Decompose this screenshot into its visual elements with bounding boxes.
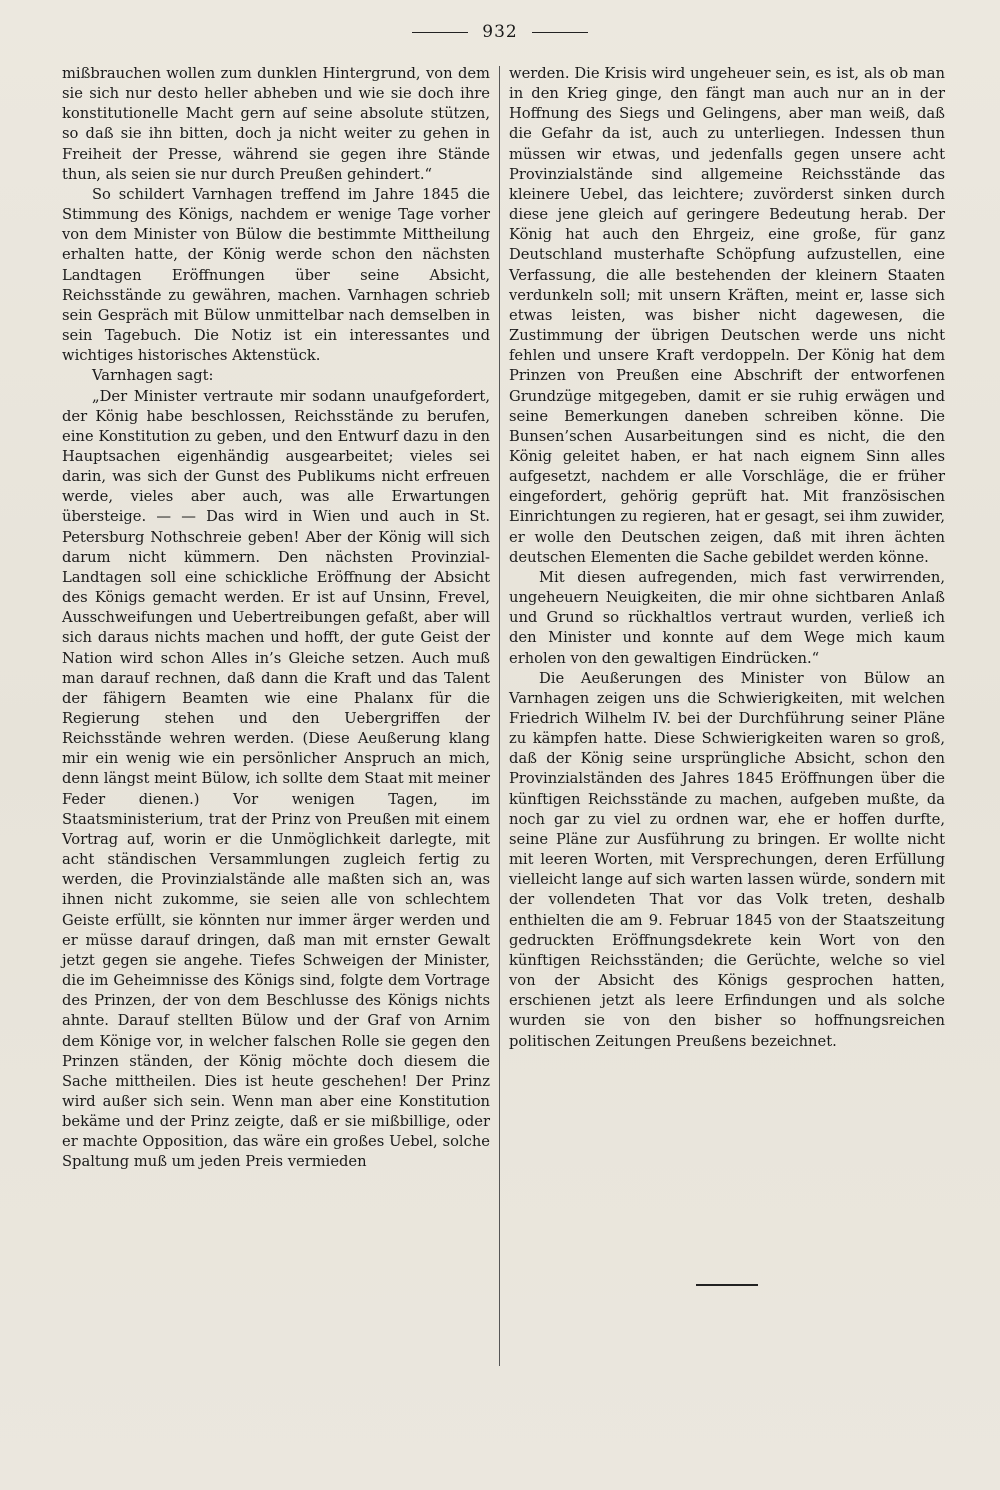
left-column — [62, 64, 490, 1173]
paragraph: So schildert Varnhagen treffend im Jahre 1845 die Stimmung des Königs, nachdem er wenige Tage vorher von dem Minister von Bülow die bestimmte Mittheilung erhalten hatte, der König werde schon den nächsten Landtagen Eröffnungen über seine Absicht, Reichsstände zu gewähren, machen. Varnhagen schrieb sein Gespräch mit Bülow unmittelbar nach demselben in sein Tagebuch. Die Notiz ist ein interessantes und wichtiges historisches Aktenstück. — [62, 185, 490, 365]
paragraph: Varnhagen sagt: — [92, 367, 214, 385]
paragraph: Die Aeußerungen des Minister von Bülow an Varnhagen zeigen uns die Schwierigkeiten, mit welchen Friedrich Wilhelm IV. bei der Durchführung seiner Pläne zu kämpfen hatte. Diese Schwierigkeiten waren so groß, daß der König seine ursprüngliche Absicht, schon den Provinzialständen des Jahres 1845 Eröffnungen über die künftigen Reichsstände zu machen, aufgeben mußte, da noch gar zu viel zu ordnen war, ehe er hoffen durfte, seine Pläne zur Ausführung zu bringen. Er wollte nicht mit leeren Worten, mit Versprechungen, deren Erfüllung vielleicht lange auf sich warten lassen würde, sondern mit der vollendeten That vor das Volk treten, deshalb enthielten die am 9. Februar 1845 von der Staatszeitung gedruckten Eröffnungsdekrete kein Wort von den künftigen Reichsständen; die Gerüchte, welche so viel von der Absicht des Königs gesprochen hatten, erschienen jetzt als leere Erfindungen und als solche wurden sie von den bisher so hoffnungsreichen politischen Zeitungen Preußens bezeichnet. — [509, 669, 945, 1050]
header-rule-right — [532, 32, 588, 34]
paragraph: mißbrauchen wollen zum dunklen Hintergrund, von dem sie sich nur desto heller abheben und wie sie doch ihre konstitutionelle Macht gern auf seine absolute stützen, so daß sie ihn bitten, doch ja nicht weiter zu gehen in Freiheit der Presse, während sie gegen ihre Stände thun, als seien sie nur durch Preußen gehindert.“ — [62, 65, 490, 183]
right-column — [509, 64, 945, 1052]
paragraph: Mit diesen aufregenden, mich fast verwirrenden, ungeheuern Neuigkeiten, die mir ohne sichtbaren Anlaß und Grund so rückhaltlos vertraut wurden, verließ ich den Minister und konnte auf dem Wege mich kaum erholen von den gewaltigen Eindrücken.“ — [509, 568, 945, 667]
page-header — [0, 22, 1000, 42]
column-divider — [499, 66, 500, 1366]
section-end-rule — [696, 1284, 758, 1286]
page-number: 932 — [482, 22, 518, 42]
paragraph: „Der Minister vertraute mir sodann unaufgefordert, der König habe beschlossen, Reichsstände zu berufen, eine Konstitution zu geben, und den Entwurf dazu in den Hauptsachen eigenhändig ausgearbeitet; vieles sei darin, was sich der Gunst des Publikums nicht erfreuen werde, vieles aber auch, was alle Erwartungen übersteige. — — Das wird in Wien und auch in St. Petersburg Nothschreie geben! Aber der König will sich darum nicht kümmern. Den nächsten Provinzial-Landtagen soll eine schickliche Eröffnung der Absicht des Königs gemacht werden. Er ist auf Unsinn, Frevel, Ausschweifungen und Uebertreibungen gefaßt, aber will sich daraus nichts machen und hofft, der gute Geist der Nation wird schon Alles in’s Gleiche setzen. Auch muß man darauf rechnen, daß dann die Kraft und das Talent der fähigern Beamten wie eine Phalanx für die Regierung stehen und den Uebergriffen der Reichsstände wehren werden. (Diese Aeußerung klang mir ein wenig wie ein persönlicher Anspruch an mich, denn längst meint Bülow, ich sollte dem Staat mit meiner Feder dienen.) Vor wenigen Tagen, im Staatsministerium, trat der Prinz von Preußen mit einem Vortrag auf, worin er die Unmöglichkeit darlegte, mit acht ständischen Versammlungen zugleich fertig zu werden, die Provinzialstände alle maßten sich an, was ihnen nicht zukomme, sie seien alle von schlechtem Geiste erfüllt, sie könnten nur immer ärger werden und er müsse darauf dringen, daß man mit ernster Gewalt jetzt gegen sie angehe. Tiefes Schweigen der Minister, die im Geheimnisse des Königs sind, folgte dem Vortrage des Prinzen, der von dem Beschlusse des Königs nichts ahnte. Darauf stellten Bülow und der Graf von Arnim dem Könige vor, in welcher falschen Rolle sie gegen den Prinzen ständen, der König möchte doch diesem die Sache mittheilen. Dies ist heute geschehen! Der Prinz wird außer sich sein. Wenn man aber eine Konstitution bekäme und der Prinz zeigte, daß er sie mißbillige, oder er machte Opposition, das wäre ein großes Uebel, solche Spaltung muß um jeden Preis vermieden — [62, 387, 490, 1171]
paragraph: werden. Die Krisis wird ungeheuer sein, es ist, als ob man in den Krieg ginge, den fängt man auch nur an in der Hoffnung des Siegs und Gelingens, aber man weiß, daß die Gefahr da ist, auch zu unterliegen. Indessen thun müssen wir etwas, und jedenfalls gegen unsere acht Provinzialstände sind allgemeine Reichsstände das kleinere Uebel, das leichtere; zuvörderst sinken durch diese jene gleich auf geringere Bedeutung herab. Der König hat auch den Ehrgeiz, eine große, für ganz Deutschland musterhafte Schöpfung aufzustellen, eine Verfassung, die alle bestehenden der kleinern Staaten verdunkeln soll; mit unsern Kräften, meint er, lasse sich etwas leisten, was bisher nicht dagewesen, die Zustimmung der übrigen Deutschen werde uns nicht fehlen und unsere Kraft verdoppeln. Der König hat dem Prinzen von Preußen eine Abschrift der entworfenen Grundzüge mitgegeben, damit er sie ruhig erwägen und seine Bemerkungen daneben schreiben könne. Die Bunsen’schen Ausarbeitungen sind es nicht, die den König geleitet haben, er hat nach eignem Sinn alles aufgesetzt, nachdem er alle Vorschläge, die er früher eingefordert, gehörig geprüft hat. Mit französischen Einrichtungen zu regieren, hat er gesagt, sei ihm zuwider, er wolle den Deutschen zeigen, daß mit ihren ächten deutschen Elementen die Sache gebildet werden könne. — [509, 65, 945, 566]
header-rule-left — [412, 32, 468, 34]
